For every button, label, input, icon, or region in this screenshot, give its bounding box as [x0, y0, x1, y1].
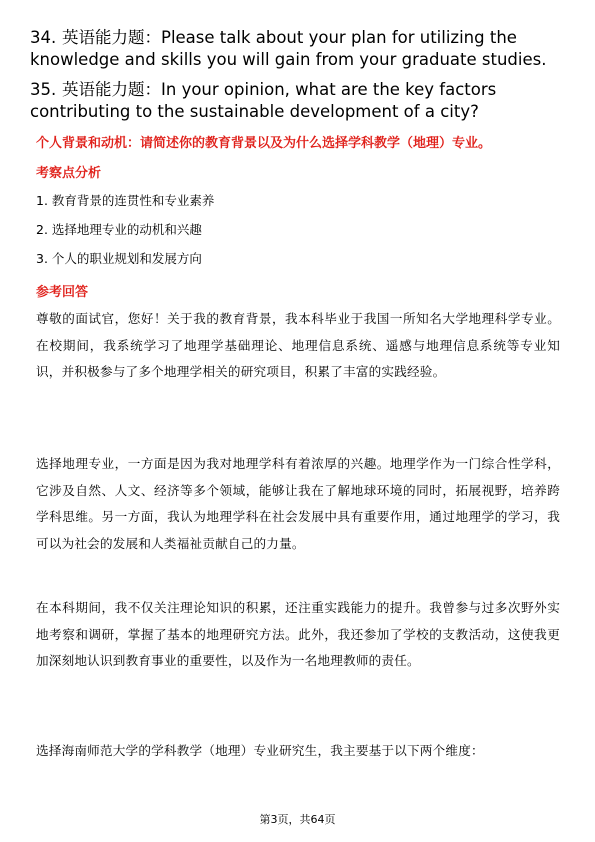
analysis-heading: 考察点分析	[36, 166, 102, 181]
page-footer: 第3页，共64页	[259, 813, 336, 826]
analysis-point: 1. 教育背景的连贯性和专业素养	[36, 193, 215, 208]
answer-paragraph: 选择地理专业，一方面是因为我对地理学科有着浓厚的兴趣。地理学作为一门综合性学科，它涉及自然、人文、经济等多个领域，能够让我在了解地球环境的同时，拓展视野，培养跨学科思维。另一方面，我认为地理学科在社会发展中具有重要作用，通过地理学的学习，我可以为社会的发展和人类福祉贡献自己的力量。	[36, 456, 560, 551]
question-35	[30, 79, 570, 123]
analysis-point: 2. 选择地理专业的动机和兴趣	[36, 222, 202, 237]
question-text: 英语能力题：In your opinion, what are the key factors contributing to the sustainable development of a city?	[30, 80, 497, 121]
answer-paragraph: 在本科期间，我不仅关注理论知识的积累，还注重实践能力的提升。我曾参与过多次野外实地考察和调研，掌握了基本的地理研究方法。此外，我还参加了学校的支教活动，这使我更加深刻地认识到教育事业的重要性，以及作为一名地理教师的责任。	[36, 600, 560, 668]
analysis-point: 3. 个人的职业规划和发展方向	[36, 251, 202, 266]
answer-heading: 参考回答	[36, 285, 89, 300]
main-question-heading: 个人背景和动机：请简述你的教育背景以及为什么选择学科教学（地理）专业。	[36, 136, 492, 151]
question-34	[30, 27, 570, 71]
question-text: 英语能力题：Please talk about your plan for utilizing the knowledge and skills you will gain from your graduate studies.	[30, 28, 547, 69]
answer-paragraph: 选择海南师范大学的学科教学（地理）专业研究生，我主要基于以下两个维度：	[36, 743, 484, 758]
answer-paragraph: 尊敬的面试官，您好！关于我的教育背景，我本科毕业于我国一所知名大学地理科学专业。在校期间，我系统学习了地理学基础理论、地理信息系统、遥感与地理信息系统等专业知识，并积极参与了多个地理学相关的研究项目，积累了丰富的实践经验。	[36, 311, 560, 379]
question-number: 34.	[30, 28, 57, 47]
question-number: 35.	[30, 80, 57, 99]
